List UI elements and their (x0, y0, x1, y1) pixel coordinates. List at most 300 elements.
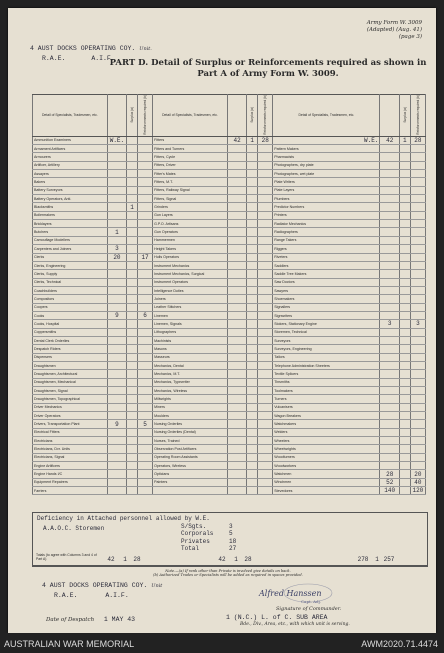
table-row (33, 220, 426, 228)
we-count (380, 161, 399, 169)
surplus-count (399, 178, 410, 186)
we-count (227, 445, 246, 453)
surplus-count (399, 153, 410, 161)
table-row (33, 328, 426, 336)
reinf-count (137, 428, 152, 436)
reinf-count (137, 378, 152, 386)
reinf-count (258, 387, 273, 395)
we-count (107, 387, 126, 395)
we-count (380, 453, 399, 461)
we-count (227, 361, 246, 369)
reinf-count (137, 395, 152, 403)
surplus-count (399, 370, 410, 378)
table-row (33, 437, 426, 445)
surplus-count (399, 445, 410, 453)
form-ref-line3: (page 3) (398, 34, 422, 40)
trade-name: Leather Stitchers (153, 303, 228, 311)
we-count (107, 345, 126, 353)
reinf-count (137, 211, 152, 219)
we-count (380, 220, 399, 228)
form-ref-line2: (Adapted) (Aug. 41) (366, 27, 422, 33)
reinf-count (258, 453, 273, 461)
note-line1: Note.—(a) If rank other than Private is involved give details on back. (165, 569, 291, 573)
reinf-count (258, 320, 273, 328)
trade-name: Miners (153, 403, 228, 411)
we-count (380, 236, 399, 244)
we-count (380, 412, 399, 420)
we-count: 28 (380, 470, 399, 478)
reinf-count (410, 311, 425, 319)
surplus-count (127, 462, 138, 470)
we-count (380, 178, 399, 186)
reinf-count (137, 228, 152, 236)
we-count (380, 295, 399, 303)
reinf-count (137, 320, 152, 328)
trade-name: Nursing Orderlies (Dental) (153, 428, 228, 436)
reinf-count (137, 186, 152, 194)
trade-name: Hulls Operators (153, 253, 228, 261)
we-count (107, 170, 126, 178)
surplus-count (247, 195, 258, 203)
table-row (33, 303, 426, 311)
header-spec-3: Detail of Specialists, Tradesmen, etc. (273, 95, 380, 137)
reinf-count (258, 487, 273, 495)
reinf-count (410, 361, 425, 369)
trade-name: Wheelers (273, 437, 380, 445)
we-count: 3 (107, 245, 126, 253)
surplus-count (127, 478, 138, 486)
surplus-count (247, 245, 258, 253)
we-count (227, 286, 246, 294)
trade-name: Gun Operators (153, 228, 228, 236)
trade-name: Fitters, Railway Signal (153, 186, 228, 194)
trade-name: Plate Layers (273, 186, 380, 194)
reinf-count (258, 153, 273, 161)
surplus-count (127, 270, 138, 278)
we-count (227, 462, 246, 470)
reinf-count (137, 462, 152, 470)
surplus-count (127, 428, 138, 436)
trade-name: Equipment Repairers (33, 478, 108, 486)
deficiency-unit: A.A.O.C. Storemen (43, 525, 105, 532)
table-row (33, 286, 426, 294)
trade-name: Height Takers (153, 245, 228, 253)
surplus-count (127, 403, 138, 411)
surplus-count (247, 320, 258, 328)
surplus-count (399, 170, 410, 178)
we-count (107, 295, 126, 303)
we-count (107, 153, 126, 161)
reinf-count (258, 420, 273, 428)
we-count (227, 245, 246, 253)
reinf-count (258, 278, 273, 286)
trade-name: Electrical Fitters (33, 428, 108, 436)
surplus-count (127, 328, 138, 336)
table-row (33, 353, 426, 361)
reinf-count (410, 453, 425, 461)
reinf-count (258, 403, 273, 411)
surplus-count (247, 161, 258, 169)
trade-name: Plumbers (273, 195, 380, 203)
trade-name: Draughtsmen, Architectural (33, 370, 108, 378)
form-title (108, 58, 428, 80)
reinf-count (137, 328, 152, 336)
reinf-count (137, 478, 152, 486)
trade-name: Photographers, wet plate (273, 170, 380, 178)
surplus-count (127, 153, 138, 161)
total-surplus-2: 1 (234, 556, 238, 563)
reinf-count (258, 311, 273, 319)
trade-name: Intelligence Duties (153, 286, 228, 294)
we-count (380, 437, 399, 445)
surplus-count (399, 220, 410, 228)
we-count: W.E. (107, 136, 126, 144)
surplus-count (127, 228, 138, 236)
serving-area: 1 (N.C.) L. of C. SUB AREA (226, 614, 328, 621)
we-count (380, 311, 399, 319)
reinf-count (258, 211, 273, 219)
trade-name: Riveters (273, 253, 380, 261)
trade-name: Boilermakers (33, 211, 108, 219)
reinf-count (410, 437, 425, 445)
table-row (33, 136, 426, 144)
surplus-count (399, 437, 410, 445)
table-row (33, 387, 426, 395)
we-count: 9 (107, 311, 126, 319)
trade-name: Fitters, Driver (153, 161, 228, 169)
surplus-count (127, 470, 138, 478)
table-row (33, 412, 426, 420)
total-surplus-3: 1 (375, 556, 379, 563)
trade-name: Instrument Mechanics (153, 261, 228, 269)
surplus-count (247, 311, 258, 319)
unit-force: A.I.F. (91, 55, 115, 62)
surplus-count (127, 136, 138, 144)
signature-caption: Signature of Commander. (276, 606, 342, 612)
we-count (227, 170, 246, 178)
trade-name: Signallers (273, 303, 380, 311)
reinf-count (258, 462, 273, 470)
reinf-count (258, 186, 273, 194)
we-count (107, 203, 126, 211)
we-count (380, 328, 399, 336)
table-row (33, 253, 426, 261)
surplus-count (247, 270, 258, 278)
we-count (107, 145, 126, 153)
reinf-count (410, 378, 425, 386)
form-notes (38, 569, 418, 577)
we-count (107, 178, 126, 186)
surplus-count (399, 361, 410, 369)
surplus-count: 1 (247, 136, 258, 144)
we-count: 52 (380, 478, 399, 486)
surplus-count (127, 378, 138, 386)
reinf-count (137, 261, 152, 269)
trade-name: Draughtsmen, Topographical (33, 395, 108, 403)
surplus-count (399, 320, 410, 328)
trade-name: Signwriters (273, 311, 380, 319)
surplus-count (399, 228, 410, 236)
surplus-count (247, 470, 258, 478)
trade-name: Riggers (273, 245, 380, 253)
surplus-count (247, 186, 258, 194)
reinf-count (410, 370, 425, 378)
surplus-count (399, 245, 410, 253)
totals-label: Totals (to agree with Columns 3 and 4 of Part A) (36, 553, 97, 561)
reinf-count (258, 178, 273, 186)
surplus-count (399, 328, 410, 336)
table-row (33, 361, 426, 369)
header-reinf-1: Reinforcements required (b) (137, 95, 152, 137)
reinf-count (258, 220, 273, 228)
form-reference (367, 20, 422, 41)
we-count (107, 403, 126, 411)
archive-id: AWM2020.71.4474 (361, 639, 438, 649)
trade-name: Radiographers (273, 228, 380, 236)
trade-name: Armament Artificers (33, 145, 108, 153)
deficiency-row: Privates 18 (181, 537, 237, 545)
surplus-count (247, 437, 258, 445)
archive-caption-bar (0, 633, 444, 653)
table-row (33, 211, 426, 219)
we-count: 140 (380, 487, 399, 495)
reinf-count (410, 236, 425, 244)
we-count (380, 462, 399, 470)
surplus-count (399, 487, 410, 495)
reinf-count (410, 403, 425, 411)
trade-name: G.P.O. Artisans (153, 220, 228, 228)
trade-name: Coopers (33, 303, 108, 311)
reinf-count (137, 387, 152, 395)
trade-name: Nursing Orderlies (153, 420, 228, 428)
surplus-count (247, 378, 258, 386)
table-row (33, 470, 426, 478)
we-count (380, 336, 399, 344)
unit-name-line (30, 45, 152, 52)
trade-name: Pattern Makers (273, 145, 380, 153)
reinf-count (137, 412, 152, 420)
we-count (380, 403, 399, 411)
trade-name: Radiator Mechanics (273, 220, 380, 228)
we-count (227, 220, 246, 228)
header-surplus-3: Surplus (a) (399, 95, 410, 137)
reinf-count (410, 211, 425, 219)
surplus-count (127, 161, 138, 169)
surplus-count (247, 345, 258, 353)
reinf-count (137, 153, 152, 161)
surplus-count (127, 261, 138, 269)
we-count (227, 178, 246, 186)
surplus-count (127, 311, 138, 319)
header-surplus-2: Surplus (a) (247, 95, 258, 137)
surplus-count: 1 (399, 136, 410, 144)
trade-name: Bricklayers (33, 220, 108, 228)
trade-name: Operators, Wireless (153, 462, 228, 470)
surplus-count (127, 345, 138, 353)
surplus-count (399, 286, 410, 294)
reinf-count (258, 161, 273, 169)
reinf-count (410, 420, 425, 428)
unit-label: Unit. (139, 46, 152, 52)
title-line1: PART D. Detail of Surplus or Reinforcements required as shown in (109, 58, 427, 68)
we-count (380, 420, 399, 428)
trade-name: Wheelwrights (273, 445, 380, 453)
trade-name: Surveyors, Engineering (273, 345, 380, 353)
surplus-count (399, 195, 410, 203)
we-count (227, 420, 246, 428)
surplus-count (247, 336, 258, 344)
we-count (380, 211, 399, 219)
trade-name: Armourers (33, 153, 108, 161)
we-count (227, 278, 246, 286)
we-count (380, 428, 399, 436)
reinf-count (137, 353, 152, 361)
surplus-count (247, 370, 258, 378)
reinf-count (258, 437, 273, 445)
trade-name: Vulcanisers (273, 403, 380, 411)
surplus-count (127, 453, 138, 461)
we-count (227, 186, 246, 194)
surplus-count (127, 420, 138, 428)
reinf-count (137, 345, 152, 353)
detail-table (32, 94, 426, 495)
deficiency-row: Total 27 (181, 545, 237, 553)
trade-name: Carpenters and Joiners (33, 245, 108, 253)
we-count (227, 387, 246, 395)
reinf-count (137, 236, 152, 244)
trade-name: Dispensers (33, 353, 108, 361)
surplus-count (247, 487, 258, 495)
we-count (380, 445, 399, 453)
we-count (380, 286, 399, 294)
trade-name: Nurses, Trained (153, 437, 228, 445)
trade-name: Toolmakers (273, 387, 380, 395)
surplus-count (399, 453, 410, 461)
table-row (33, 270, 426, 278)
we-count (107, 328, 126, 336)
surplus-count (127, 278, 138, 286)
reinf-count: 17 (137, 253, 152, 261)
surplus-count (247, 228, 258, 236)
we-count (107, 412, 126, 420)
trade-name: Machinists (153, 336, 228, 344)
surplus-count (399, 387, 410, 395)
surplus-count (127, 186, 138, 194)
surplus-count (399, 186, 410, 194)
reinf-count (258, 303, 273, 311)
reinf-count (137, 136, 152, 144)
trade-name: Mechanics, M.T. (153, 370, 228, 378)
trade-name: Farriers (33, 487, 108, 495)
total-reinf-3: 257 (383, 556, 395, 563)
surplus-count (399, 420, 410, 428)
table-row (33, 311, 426, 319)
svg-text:Alfred Hanssen: Alfred Hanssen (259, 589, 322, 598)
we-count (227, 336, 246, 344)
trade-name: Driver Operators (33, 412, 108, 420)
total-we-1: 42 (107, 556, 115, 563)
surplus-count (399, 462, 410, 470)
surplus-count (247, 428, 258, 436)
surplus-count (399, 403, 410, 411)
we-count (380, 203, 399, 211)
reinf-count (410, 145, 425, 153)
surplus-count (127, 387, 138, 395)
trade-name: Winchmen (273, 478, 380, 486)
trade-name: Observation Post Artificers (153, 445, 228, 453)
trade-name: Saddle Tree Makers (273, 270, 380, 278)
trade-name: Engine Hands I/C (33, 470, 108, 478)
trade-name: Range Takers (273, 236, 380, 244)
trade-name: Gun Layers (153, 211, 228, 219)
we-count (380, 186, 399, 194)
reinf-count (258, 261, 273, 269)
reinf-count (258, 195, 273, 203)
trade-name: Clerks, Engineering (33, 261, 108, 269)
reinf-count (410, 261, 425, 269)
we-count (107, 336, 126, 344)
reinf-count: 28 (258, 136, 273, 144)
reinf-count (137, 286, 152, 294)
we-count (380, 387, 399, 395)
surplus-count (127, 395, 138, 403)
we-count (227, 236, 246, 244)
reinf-count: 40 (410, 478, 425, 486)
reinf-count (410, 178, 425, 186)
reinf-count (410, 186, 425, 194)
surplus-count (399, 336, 410, 344)
area-caption: Bde., Div., Area, etc., with which unit is serving. (240, 622, 350, 627)
trade-name: Printers (273, 211, 380, 219)
surplus-count (247, 178, 258, 186)
trade-name: Surveyors (273, 336, 380, 344)
table-row (33, 161, 426, 169)
reinf-count (137, 487, 152, 495)
surplus-count (399, 412, 410, 420)
footer-arm: R.A.E. A.I.F. (54, 592, 129, 599)
trade-name: Electricians, Dvr. Units (33, 445, 108, 453)
surplus-count (127, 286, 138, 294)
table-row (33, 186, 426, 194)
trade-name: Stevedores (273, 487, 380, 495)
trade-name: Compositors (33, 295, 108, 303)
surplus-count (399, 345, 410, 353)
surplus-count (399, 303, 410, 311)
we-count (380, 370, 399, 378)
trade-name: Linemen, Signals (153, 320, 228, 328)
surplus-count (247, 420, 258, 428)
trade-name: Butchers (33, 228, 108, 236)
table-row (33, 228, 426, 236)
surplus-count (127, 170, 138, 178)
surplus-count (399, 253, 410, 261)
surplus-count (127, 195, 138, 203)
trade-name: W.E. (273, 136, 380, 144)
surplus-count (247, 286, 258, 294)
we-count (227, 428, 246, 436)
surplus-count (247, 153, 258, 161)
reinf-count (137, 195, 152, 203)
trade-name: Cooks, Hospital (33, 320, 108, 328)
reinf-count (410, 412, 425, 420)
trade-name: Sawyers (273, 286, 380, 294)
surplus-count (247, 387, 258, 395)
reinf-count (410, 270, 425, 278)
reinf-count (258, 145, 273, 153)
unit-name: 4 AUST DOCKS OPERATING COY. (30, 45, 136, 52)
surplus-count (127, 145, 138, 153)
trade-name: Plate Writers (273, 178, 380, 186)
